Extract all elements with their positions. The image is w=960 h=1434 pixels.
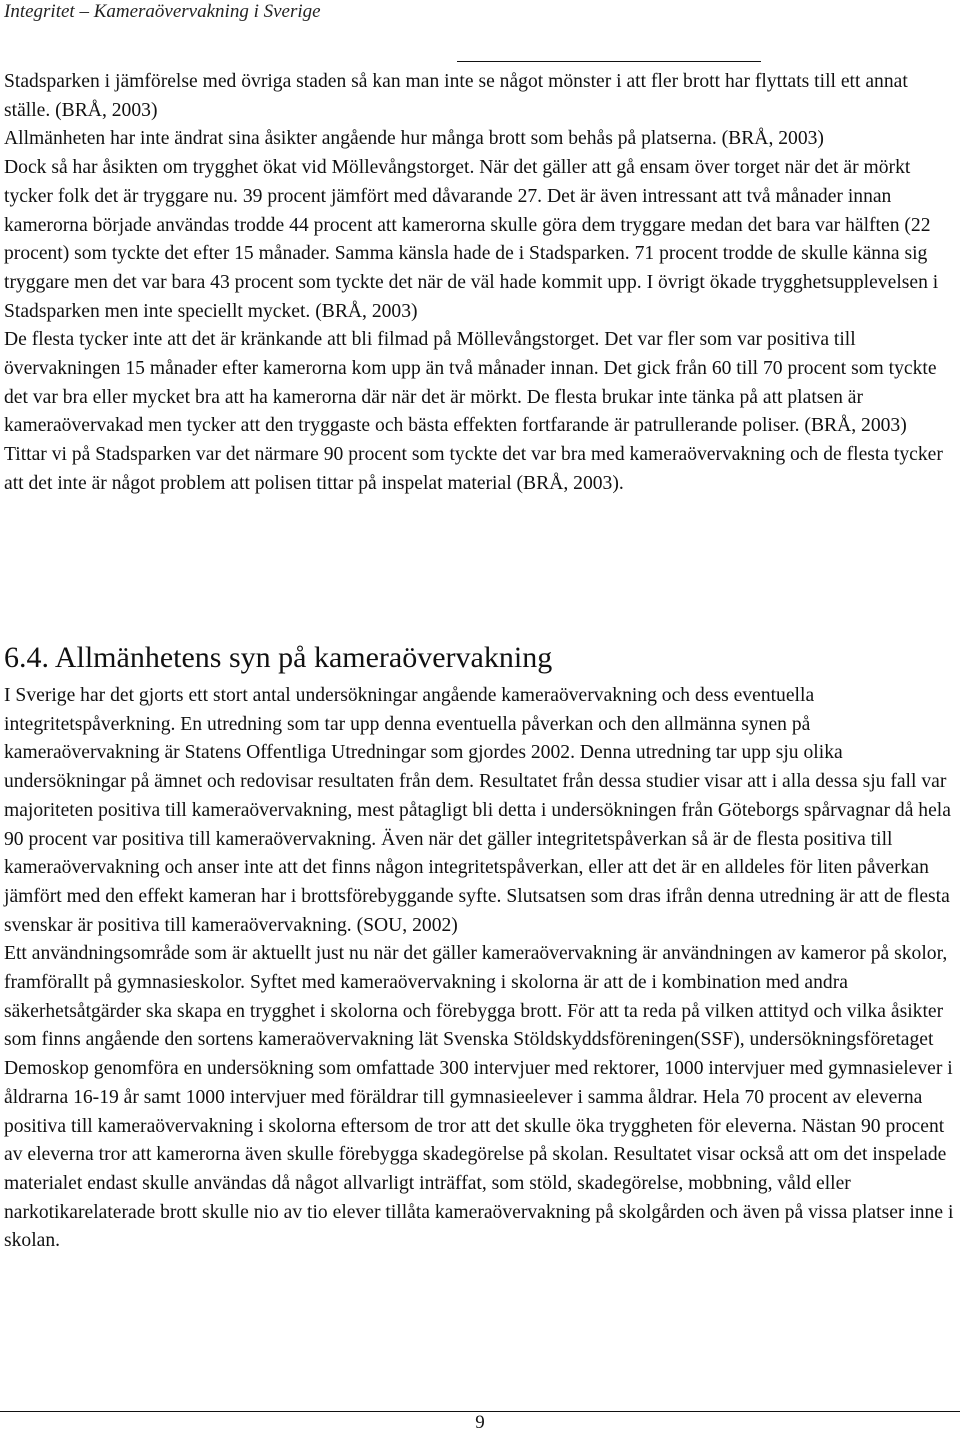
paragraph: Allmänheten har inte ändrat sina åsikter angående hur många brott som behås på platserna. (BRÅ, 2003) [4, 128, 824, 150]
paragraph: De flesta tycker inte att det är kränkande att bli filmad på Möllevångstorget. Det var fler som var positiva till övervakningen 15 månader efter kamerorna kom upp än två månader innan. Det gick från 60 till 70 procent som tyckte det var bra eller mycket bra att ha kamerorna där när det är mörkt. De flesta brukar inte tänka på att platsen är kameraövervakad men tycker att den tryggaste och bästa effekten fortfarande är patrullerande poliser. (BRÅ, 2003) [4, 329, 937, 437]
body-text-main [4, 682, 958, 1256]
paragraph: Stadsparken i jämförelse med övriga staden så kan man inte se något mönster i att fler brott har flyttats till ett annat ställe. (BRÅ, 2003) [4, 71, 908, 121]
paragraph: Dock så har åsikten om trygghet ökat vid Möllevångstorget. När det gäller att gå ensam över torget när det är mörkt tycker folk det är tryggare nu. 39 procent jämfört med dåvarande 27. Det är även intressant att två månader innan kamerorna började användas trodde 44 procent att kamerorna skulle göra dem tryggare medan det bara var hälften (22 procent) som tyckte det efter 15 månader. Samma känsla hade de i Stadsparken. 71 procent trodde de skulle känna sig tryggare men det var bara 43 procent som tyckte det när de väl hade kommit upp. I övrigt ökade trygghetsupplevelsen i Stadsparken men inte speciellt mycket. (BRÅ, 2003) [4, 157, 939, 322]
running-header: Integritet – Kameraövervakning i Sverige [4, 1, 321, 22]
page-number: 9 [475, 1412, 485, 1433]
paragraph: Tittar vi på Stadsparken var det närmare 90 procent som tyckte det var bra med kameraövervakning och de flesta tycker att det inte är något problem att polisen tittar på inspelat material (BRÅ, 2003). [4, 444, 943, 494]
paragraph: I Sverige har det gjorts ett stort antal undersökningar angående kameraövervakning och dess eventuella integritetspåverkning. En utredning som tar upp denna eventuella påverkan och den allmänna synen på kameraövervakning är Statens Offentliga Utredningar som gjordes 2002. Denna utredning tar upp sju olika undersökningar på ämnet och redovisar resultaten från dem. Resultatet från dessa studier visar att i alla dessa sju fall var majoriteten positiva till kameraövervakning, mest påtagligt bli detta i undersökningen från Göteborgs spårvagnar då hela 90 procent var positiva till kameraövervakning. Även när det gäller integritetspåverkan så är de flesta positiva till kameraövervakning och anser inte att det finns någon integritetspåverkan, eller att det är en alldeles för liten påverkan jämfört med den effekt kameran har i brottsförebyggande syfte. Slutsatsen som dras ifrån denna utredning är att de flesta svenskar är positiva till kameraövervakning. (SOU, 2002) [4, 685, 951, 936]
section-heading: 6.4. Allmänhetens syn på kameraövervakning [4, 641, 553, 674]
paragraph: Ett användningsområde som är aktuellt just nu när det gäller kameraövervakning är användningen av kameror på skolor, framförallt på gymnasieskolor. Syftet med kameraövervakning i skolorna är att de i kombination med andra säkerhetsåtgärder ska skapa en trygghet i skolorna och förebygga brott. För att ta reda på vilken attityd och vilka åsikter som finns angående den sortens kameraövervakning lät Svenska Stöldskyddsföreningen(SSF), undersökningsföretaget Demoskop genomföra en undersökning som omfattade 300 intervjuer med rektorer, 1000 intervjuer med gymnasielever i åldrarna 16-19 år samt 1000 intervjuer med föräldrar till gymnasieelever i samma åldrar. Hela 70 procent av eleverna positiva till kameraövervakning i skolorna eftersom de tror att det skulle öka tryggheten för eleverna. Nästan 90 procent av eleverna tror att kamerorna även skulle förebygga skadegörelse på skolan. Resultatet visar också att om det inspelade materialet endast skulle användas då något allvarligt inträffat, som stöld, skadegörelse, mobbning, våld eller narkotikarelaterade brott skulle nio av tio elever tillåta kameraövervakning på skolgården och även på vissa platser inne i skolan. [4, 943, 954, 1252]
body-text-top [4, 68, 958, 499]
header-rule [457, 61, 761, 62]
